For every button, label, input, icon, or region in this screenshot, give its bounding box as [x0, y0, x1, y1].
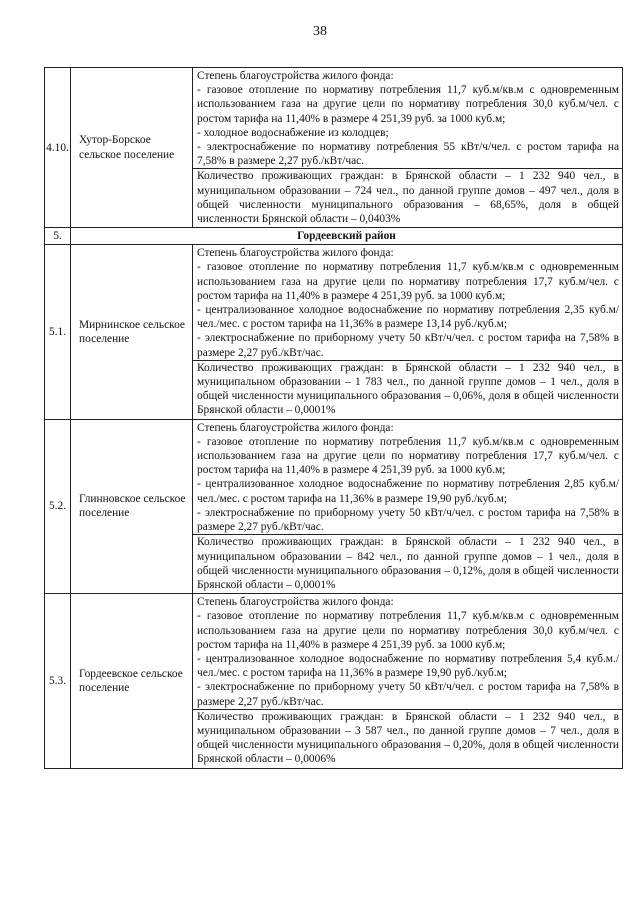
page-number: 38 — [313, 24, 327, 39]
text-line: Количество проживающих граждан: в Брянской области – 1 232 940 чел., в муниципальном образовании – 724 чел., по данной группе домов – 497 чел., доля в общей численности муниципального образования – 68,65%, доля в общей численности Брянской области – 0,0403% — [197, 170, 619, 226]
settlement-name: Гордеевское сельское поселение — [71, 594, 193, 768]
section-row — [45, 228, 623, 245]
text-line: Степень благоустройства жилого фонда: — [197, 70, 394, 82]
settlement-name: Хутор-Борское сельское поселение — [71, 68, 193, 228]
table-row — [45, 68, 623, 228]
settlement-name: Глинновское сельское поселение — [71, 419, 193, 593]
population-block — [197, 710, 619, 767]
text-line: Количество проживающих граждан: в Брянской области – 1 232 940 чел., в муниципальном образовании – 3 587 чел., по данной группе домов – 7 чел., доля в общей численности муниципального образования – 0,20%, доля в общей численности Брянской области – 0,0006% — [197, 710, 619, 766]
table-body — [45, 68, 623, 769]
table-row — [45, 594, 623, 768]
text-line: - централизованное холодное водоснабжение по нормативу потребления 5,4 куб.м./чел./мес. с ростом тарифа на 11,36% в размере 19,90 руб./куб.м; — [197, 652, 619, 680]
settlement-description — [193, 419, 623, 593]
text-line: - газовое отопление по нормативу потребления 11,7 куб.м/кв.м с одновременным использованием газа на другие цели по нормативу потребления 17,7 куб.м/чел. с ростом тарифа на 11,40% в размере 4 251,39 руб. за 1000 куб.м; — [197, 435, 619, 477]
housing-amenities-block — [197, 595, 619, 709]
settlement-description — [193, 594, 623, 768]
population-block — [197, 361, 619, 418]
settlement-name: Мирнинское сельское поселение — [71, 245, 193, 419]
housing-amenities-block — [197, 421, 619, 535]
settlement-description — [193, 68, 623, 228]
text-line: Степень благоустройства жилого фонда: — [197, 247, 394, 260]
text-line: - газовое отопление по нормативу потребления 11,7 куб.м/кв.м с одновременным использованием газа на другие цели по нормативу потребления 30,0 куб.м/чел. с ростом тарифа на 11,40% в размере 4 251,39 руб. за 1000 куб.м; — [197, 84, 619, 125]
housing-amenities-block — [197, 246, 619, 360]
text-line: - централизованное холодное водоснабжение по нормативу потребления 2,85 куб.м/чел./мес. с ростом тарифа на 11,36% в размере 19,90 руб./куб.м; — [197, 478, 619, 505]
table-row — [45, 245, 623, 419]
population-block — [197, 535, 619, 592]
text-line: Количество проживающих граждан: в Брянской области – 1 232 940 чел., в муниципальном образовании – 842 чел., по данной группе домов – 1 чел., доля в общей численности муниципального образования – 0,12%, доля в общей численности Брянской области – 0,0001% — [197, 536, 619, 591]
settlement-description — [193, 245, 623, 419]
row-number: 5.2. — [45, 419, 71, 593]
tariff-table — [44, 67, 623, 769]
text-line: Количество проживающих граждан: в Брянской области – 1 232 940 чел., в муниципальном образовании – 1 783 чел., по данной группе домов – 1 чел., доля в общей численности муниципального образования – 0,06%, доля в общей численности Брянской области – 0,0001% — [197, 361, 619, 417]
text-line: - электроснабжение по приборному учету 50 кВт/ч/чел. с ростом тарифа на 7,58% в размере 2,27 руб./кВт/час. — [197, 332, 619, 359]
section-title: Гордеевский район — [71, 228, 623, 245]
housing-amenities-block — [197, 69, 619, 168]
text-line: - электроснабжение по нормативу потребления 55 кВт/ч/чел. с ростом тарифа на 7,58% в размере 2,27 руб./кВт/час. — [197, 141, 619, 168]
row-number: 5.3. — [45, 594, 71, 768]
row-number: 5.1. — [45, 245, 71, 419]
text-line: - холодное водоснабжение из колодцев; — [197, 126, 389, 139]
row-number: 4.10. — [45, 68, 71, 228]
text-line: Степень благоустройства жилого фонда: — [197, 596, 394, 609]
text-line: - централизованное холодное водоснабжение по нормативу потребления 2,35 куб.м/чел./мес. с ростом тарифа на 11,36% в размере 13,14 руб./куб.м; — [197, 304, 619, 331]
section-number: 5. — [45, 228, 71, 245]
text-line: - электроснабжение по приборному учету 50 кВт/ч/чел. с ростом тарифа на 7,58% в размере 2,27 руб./кВт/час. — [197, 506, 619, 534]
text-line: - газовое отопление по нормативу потребления 11,7 куб.м/кв.м с одновременным использованием газа на другие цели по нормативу потребления 17,7 куб.м/чел. с ростом тарифа на 11,40% в размере 4 251,39 руб. за 1000 куб.м; — [197, 261, 619, 302]
text-line: Степень благоустройства жилого фонда: — [197, 421, 394, 434]
text-line: - газовое отопление по нормативу потребления 11,7 куб.м/кв.м с одновременным использованием газа на другие цели по нормативу потребления 30,0 куб.м/чел. с ростом тарифа на 11,40% в размере 4 251,39 руб. за 1000 куб.м; — [197, 610, 619, 651]
table-row — [45, 419, 623, 593]
text-line: - электроснабжение по приборному учету 50 кВт/ч/чел. с ростом тарифа на 7,58% в размере 2,27 руб./кВт/час. — [197, 681, 619, 708]
population-block — [197, 169, 619, 226]
